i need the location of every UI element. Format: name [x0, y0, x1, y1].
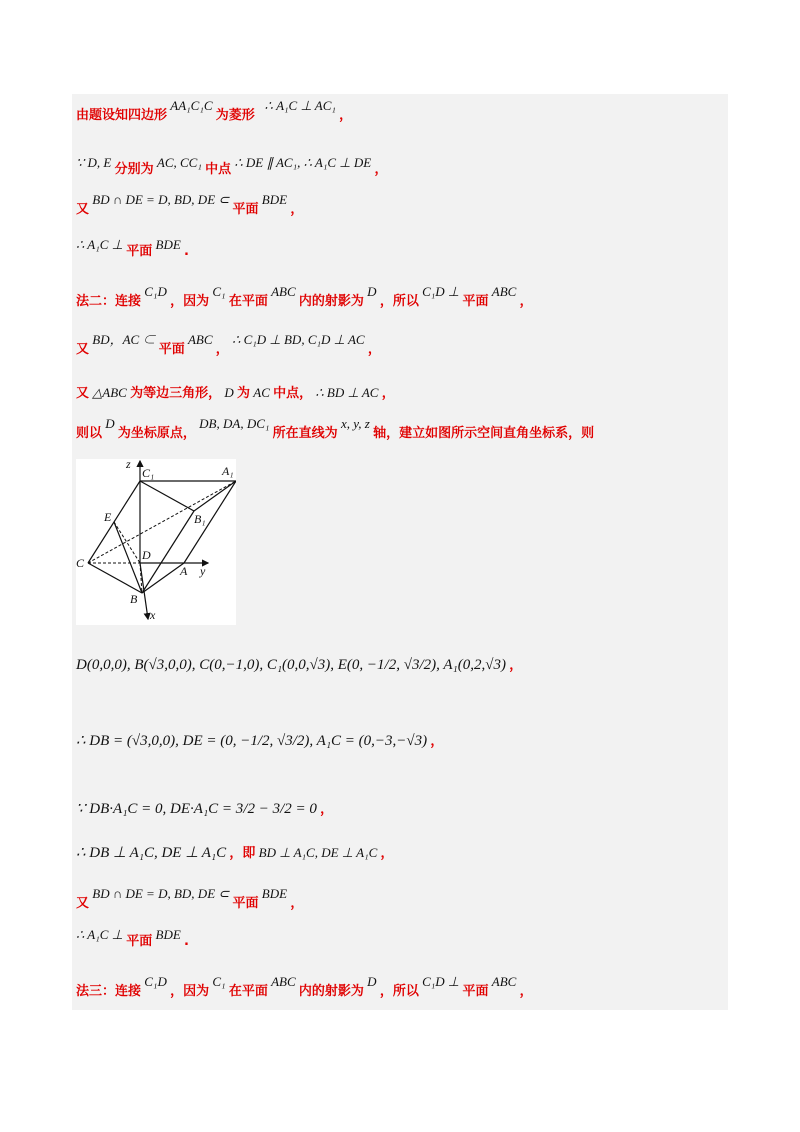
math-expr: D(0,0,0), B(√3,0,0), C(0,−1,0), C₁(0,0,√3), E(0, −1/2, √3/2), A₁(0,2,√3) [76, 657, 506, 673]
text-cn: ， [519, 294, 533, 309]
math-expr: ∴ C₁D ⊥ BD, C₁D ⊥ AC [232, 332, 365, 347]
text-cn: 轴，建立如图所示空间直角坐标系，则 [373, 426, 595, 441]
proof-line-14 [76, 924, 189, 949]
math-expr: BD，AC ⊂ [92, 332, 156, 347]
math-expr: ∴ DB = (√3,0,0), DE = (0, −1/2, √3/2), A₁C = (0,−3,−√3) [76, 733, 428, 749]
text-cn: ， [367, 342, 381, 357]
text-cn: 法二：连接 [76, 294, 142, 309]
text-cn: 在平面 [228, 294, 268, 309]
label-b1: B₁ [194, 512, 206, 526]
math-expr: BDE [155, 237, 181, 252]
edge-b-a [142, 563, 184, 593]
text-cn: ， [430, 734, 444, 749]
text-cn: ， [380, 846, 394, 861]
math-expr: ABC [491, 974, 517, 989]
text-cn: 法三：连接 [76, 984, 142, 999]
proof-line-2 [76, 152, 388, 177]
prism-figure [76, 459, 236, 625]
math-expr: AC, CC₁ [156, 155, 202, 170]
math-expr: D [224, 385, 234, 400]
math-expr: x, y, z [340, 416, 370, 431]
math-expr: ∴ A₁C ⊥ [76, 927, 123, 942]
proof-line-13 [76, 886, 304, 911]
text-cn: 则以 [76, 426, 103, 441]
text-cn: ，因为 [170, 984, 210, 999]
math-expr: BDE [155, 927, 181, 942]
proof-line-1 [76, 98, 353, 123]
math-expr: ABC [271, 974, 296, 989]
label-c1: C₁ [142, 466, 155, 480]
prism-diagram [76, 459, 236, 625]
text-cn: 内的射影为 [298, 294, 364, 309]
label-c: C [76, 556, 85, 570]
text-cn: ， [339, 108, 353, 123]
math-expr: ∴ DE ∥ AC₁, ∴ A₁C ⊥ DE [234, 155, 372, 170]
math-expr: BD ∩ DE = D, BD, DE ⊂ [92, 886, 230, 901]
math-expr: ∵ D, E [76, 155, 112, 170]
math-expr: D [367, 974, 377, 989]
proof-line-6 [76, 332, 381, 357]
text-cn: ，即 [229, 846, 256, 861]
math-expr: D [367, 284, 377, 299]
math-expr: AC [253, 385, 270, 400]
text-cn: 又 [76, 386, 90, 401]
proof-line-dot [76, 798, 333, 818]
math-expr: ABC [187, 332, 213, 347]
proof-line-4 [76, 234, 189, 259]
text-cn: ， [374, 162, 388, 177]
text-cn: 平面 [126, 934, 153, 949]
text-cn: 为菱形 [215, 108, 255, 123]
text-cn: 为 [236, 386, 250, 401]
math-expr: BDE [261, 192, 288, 207]
text-cn: 中点 [205, 162, 232, 177]
text-cn: 平面 [126, 244, 153, 259]
math-expr: C₁D ⊥ [422, 974, 460, 989]
math-expr: C₁D [144, 284, 167, 299]
math-expr: BDE [261, 886, 288, 901]
text-cn: 所在直线为 [272, 426, 338, 441]
math-expr: BD ⊥ A₁C, DE ⊥ A₁C [258, 845, 378, 860]
text-cn: ， [381, 386, 395, 401]
proof-line-8 [76, 416, 595, 441]
text-cn: 又 [76, 202, 90, 217]
text-cn: 在平面 [228, 984, 268, 999]
text-cn: 又 [76, 342, 90, 357]
math-expr: ABC [491, 284, 517, 299]
text-cn: ， [509, 658, 523, 673]
edge-c-b [88, 563, 142, 593]
document-page [72, 94, 728, 1010]
proof-line-coords [76, 654, 522, 674]
edge-e-d-dashed [114, 522, 140, 563]
text-cn: 中点， [273, 386, 313, 401]
proof-line-vectors [76, 730, 443, 750]
math-expr: AA₁C₁C [170, 98, 213, 113]
text-cn: ，因为 [170, 294, 210, 309]
math-expr: DB, DA, DC₁ [199, 416, 270, 431]
math-expr: C₁D ⊥ [422, 284, 460, 299]
label-a: A [180, 564, 188, 578]
proof-line-perp [76, 842, 394, 862]
text-cn: 为坐标原点， [117, 426, 196, 441]
edge-a-a1 [184, 481, 236, 563]
math-expr: ∴ BD ⊥ AC [315, 385, 379, 400]
math-expr: ABC [271, 284, 296, 299]
text-cn: ， [290, 896, 304, 911]
text-cn: 内的射影为 [298, 984, 364, 999]
text-cn: ， [215, 342, 229, 357]
text-cn: 平面 [462, 984, 489, 999]
edge-e-b [114, 522, 142, 593]
text-cn: 平面 [158, 342, 185, 357]
text-cn: ， [290, 202, 304, 217]
edge-c1-b1 [140, 481, 194, 511]
math-expr: △ABC [92, 385, 127, 400]
text-cn: 由题设知四边形 [76, 108, 168, 123]
math-expr: ∴ A₁C ⊥ AC₁ [264, 98, 336, 113]
math-expr: C₁ [212, 974, 226, 989]
label-x: x [150, 608, 156, 622]
text-cn: 平面 [232, 202, 259, 217]
label-a1: A₁ [222, 464, 234, 478]
proof-line-7 [76, 382, 395, 401]
proof-line-3 [76, 192, 304, 217]
edge-b1-a1 [194, 481, 236, 511]
text-cn: 分别为 [114, 162, 154, 177]
math-expr: ∵ DB·A₁C = 0, DE·A₁C = 3/2 − 3/2 = 0 [76, 801, 317, 817]
text-cn: 又 [76, 896, 90, 911]
text-cn: . [184, 244, 189, 259]
proof-line-5 [76, 284, 533, 309]
label-z: z [126, 459, 131, 471]
text-cn: 平面 [232, 896, 259, 911]
math-expr: C₁ [212, 284, 226, 299]
math-expr: ∴ DB ⊥ A₁C, DE ⊥ A₁C [76, 845, 227, 861]
text-cn: . [184, 934, 189, 949]
proof-line-15 [76, 974, 533, 999]
text-cn: ，所以 [379, 984, 419, 999]
text-cn: ， [320, 802, 334, 817]
math-expr: D [105, 416, 115, 431]
label-d: D [142, 548, 151, 562]
text-cn: ，所以 [379, 294, 419, 309]
text-cn: 为等边三角形， [130, 386, 222, 401]
label-y: y [200, 564, 206, 578]
label-e: E [104, 510, 112, 524]
math-expr: C₁D [144, 974, 167, 989]
text-cn: 平面 [462, 294, 489, 309]
text-cn: ， [519, 984, 533, 999]
label-b: B [130, 592, 138, 606]
math-expr: BD ∩ DE = D, BD, DE ⊂ [92, 192, 230, 207]
math-expr: ∴ A₁C ⊥ [76, 237, 123, 252]
